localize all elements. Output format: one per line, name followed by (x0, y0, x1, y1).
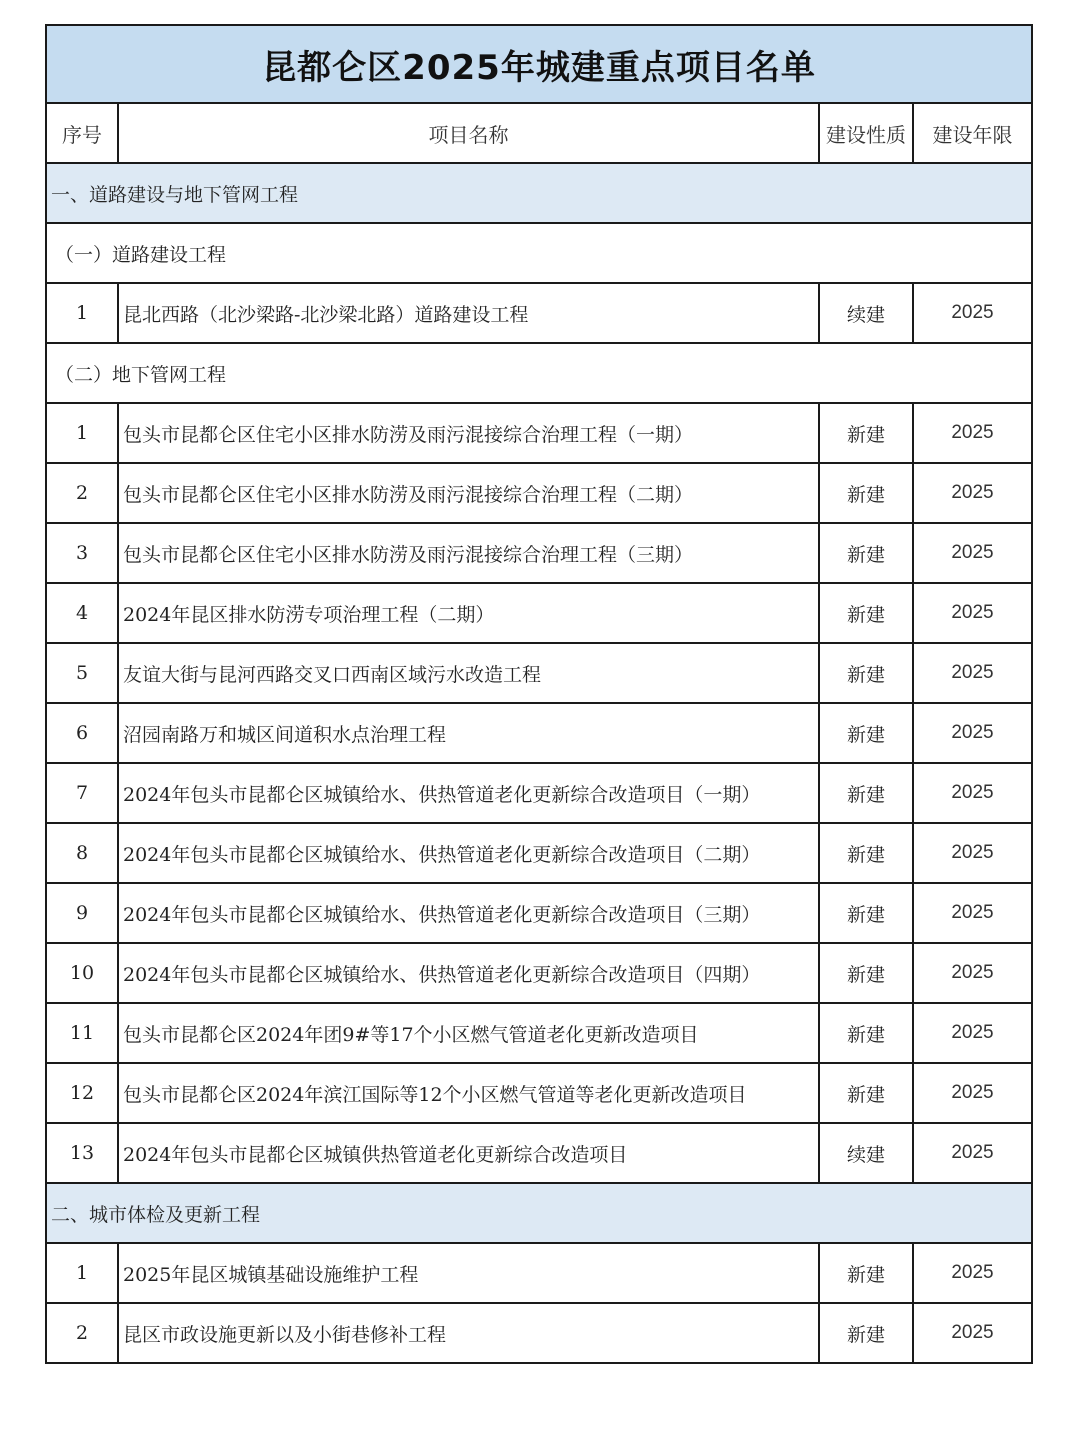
row-index: 7 (46, 763, 118, 823)
row-project-name: 昆北西路（北沙梁路-北沙梁北路）道路建设工程 (118, 283, 819, 343)
row-index: 10 (46, 943, 118, 1003)
page-title: 昆都仑区2025年城建重点项目名单 (46, 25, 1032, 103)
row-year: 2025 (913, 463, 1032, 523)
row-year: 2025 (913, 763, 1032, 823)
row-nature: 新建 (819, 883, 913, 943)
row-nature: 新建 (819, 403, 913, 463)
row-index: 1 (46, 283, 118, 343)
table-row (46, 1243, 1032, 1303)
table-row (46, 523, 1032, 583)
table-row (46, 763, 1032, 823)
row-nature: 新建 (819, 823, 913, 883)
row-project-name: 包头市昆都仑区住宅小区排水防涝及雨污混接综合治理工程（三期） (118, 523, 819, 583)
table-row (46, 823, 1032, 883)
row-year: 2025 (913, 283, 1032, 343)
section-heading: 二、城市体检及更新工程 (46, 1183, 1032, 1243)
row-nature: 新建 (819, 763, 913, 823)
row-nature: 新建 (819, 643, 913, 703)
table-row (46, 583, 1032, 643)
subsection-heading: （二）地下管网工程 (46, 343, 1032, 403)
row-year: 2025 (913, 823, 1032, 883)
row-year: 2025 (913, 943, 1032, 1003)
table-row (46, 1303, 1032, 1363)
row-nature: 新建 (819, 703, 913, 763)
row-project-name: 昆区市政设施更新以及小街巷修补工程 (118, 1303, 819, 1363)
row-project-name: 沼园南路万和城区间道积水点治理工程 (118, 703, 819, 763)
row-year: 2025 (913, 1243, 1032, 1303)
table-row (46, 463, 1032, 523)
table-row (46, 403, 1032, 463)
row-index: 11 (46, 1003, 118, 1063)
row-project-name: 包头市昆都仑区2024年滨江国际等12个小区燃气管道等老化更新改造项目 (118, 1063, 819, 1123)
row-project-name: 2024年包头市昆都仑区城镇给水、供热管道老化更新综合改造项目（三期） (118, 883, 819, 943)
row-index: 3 (46, 523, 118, 583)
row-year: 2025 (913, 1303, 1032, 1363)
table-body (46, 163, 1032, 1363)
row-project-name: 2024年包头市昆都仑区城镇供热管道老化更新综合改造项目 (118, 1123, 819, 1183)
row-index: 4 (46, 583, 118, 643)
header-year: 建设年限 (913, 103, 1032, 163)
row-year: 2025 (913, 1003, 1032, 1063)
row-index: 6 (46, 703, 118, 763)
row-project-name: 2024年包头市昆都仑区城镇给水、供热管道老化更新综合改造项目（四期） (118, 943, 819, 1003)
row-year: 2025 (913, 523, 1032, 583)
row-year: 2025 (913, 703, 1032, 763)
row-nature: 新建 (819, 1003, 913, 1063)
table-row (46, 703, 1032, 763)
row-project-name: 包头市昆都仑区2024年团9#等17个小区燃气管道老化更新改造项目 (118, 1003, 819, 1063)
row-project-name: 2025年昆区城镇基础设施维护工程 (118, 1243, 819, 1303)
row-index: 12 (46, 1063, 118, 1123)
row-index: 2 (46, 463, 118, 523)
row-nature: 新建 (819, 583, 913, 643)
table-row (46, 1003, 1032, 1063)
row-index: 13 (46, 1123, 118, 1183)
row-project-name: 2024年包头市昆都仑区城镇给水、供热管道老化更新综合改造项目（一期） (118, 763, 819, 823)
table-row (46, 943, 1032, 1003)
table-row (46, 1123, 1032, 1183)
section-heading: 一、道路建设与地下管网工程 (46, 163, 1032, 223)
row-nature: 新建 (819, 463, 913, 523)
row-nature: 新建 (819, 943, 913, 1003)
header-project-name: 项目名称 (118, 103, 819, 163)
project-table (45, 24, 1033, 1364)
row-year: 2025 (913, 643, 1032, 703)
row-year: 2025 (913, 403, 1032, 463)
row-project-name: 友谊大街与昆河西路交叉口西南区域污水改造工程 (118, 643, 819, 703)
row-index: 8 (46, 823, 118, 883)
row-year: 2025 (913, 1123, 1032, 1183)
row-nature: 续建 (819, 283, 913, 343)
row-nature: 新建 (819, 1303, 913, 1363)
row-year: 2025 (913, 883, 1032, 943)
row-index: 2 (46, 1303, 118, 1363)
row-nature: 续建 (819, 1123, 913, 1183)
row-nature: 新建 (819, 1243, 913, 1303)
row-index: 5 (46, 643, 118, 703)
project-list-sheet (45, 24, 1031, 1364)
row-index: 1 (46, 403, 118, 463)
row-year: 2025 (913, 1063, 1032, 1123)
table-row (46, 643, 1032, 703)
subsection-heading: （一）道路建设工程 (46, 223, 1032, 283)
subsection-row (46, 343, 1032, 403)
row-year: 2025 (913, 583, 1032, 643)
row-project-name: 包头市昆都仑区住宅小区排水防涝及雨污混接综合治理工程（二期） (118, 463, 819, 523)
row-nature: 新建 (819, 523, 913, 583)
section-row (46, 163, 1032, 223)
table-row (46, 1063, 1032, 1123)
row-index: 9 (46, 883, 118, 943)
row-index: 1 (46, 1243, 118, 1303)
header-nature: 建设性质 (819, 103, 913, 163)
section-row (46, 1183, 1032, 1243)
header-index: 序号 (46, 103, 118, 163)
table-row (46, 883, 1032, 943)
row-project-name: 2024年包头市昆都仑区城镇给水、供热管道老化更新综合改造项目（二期） (118, 823, 819, 883)
row-project-name: 2024年昆区排水防涝专项治理工程（二期） (118, 583, 819, 643)
row-project-name: 包头市昆都仑区住宅小区排水防涝及雨污混接综合治理工程（一期） (118, 403, 819, 463)
row-nature: 新建 (819, 1063, 913, 1123)
subsection-row (46, 223, 1032, 283)
table-row (46, 283, 1032, 343)
